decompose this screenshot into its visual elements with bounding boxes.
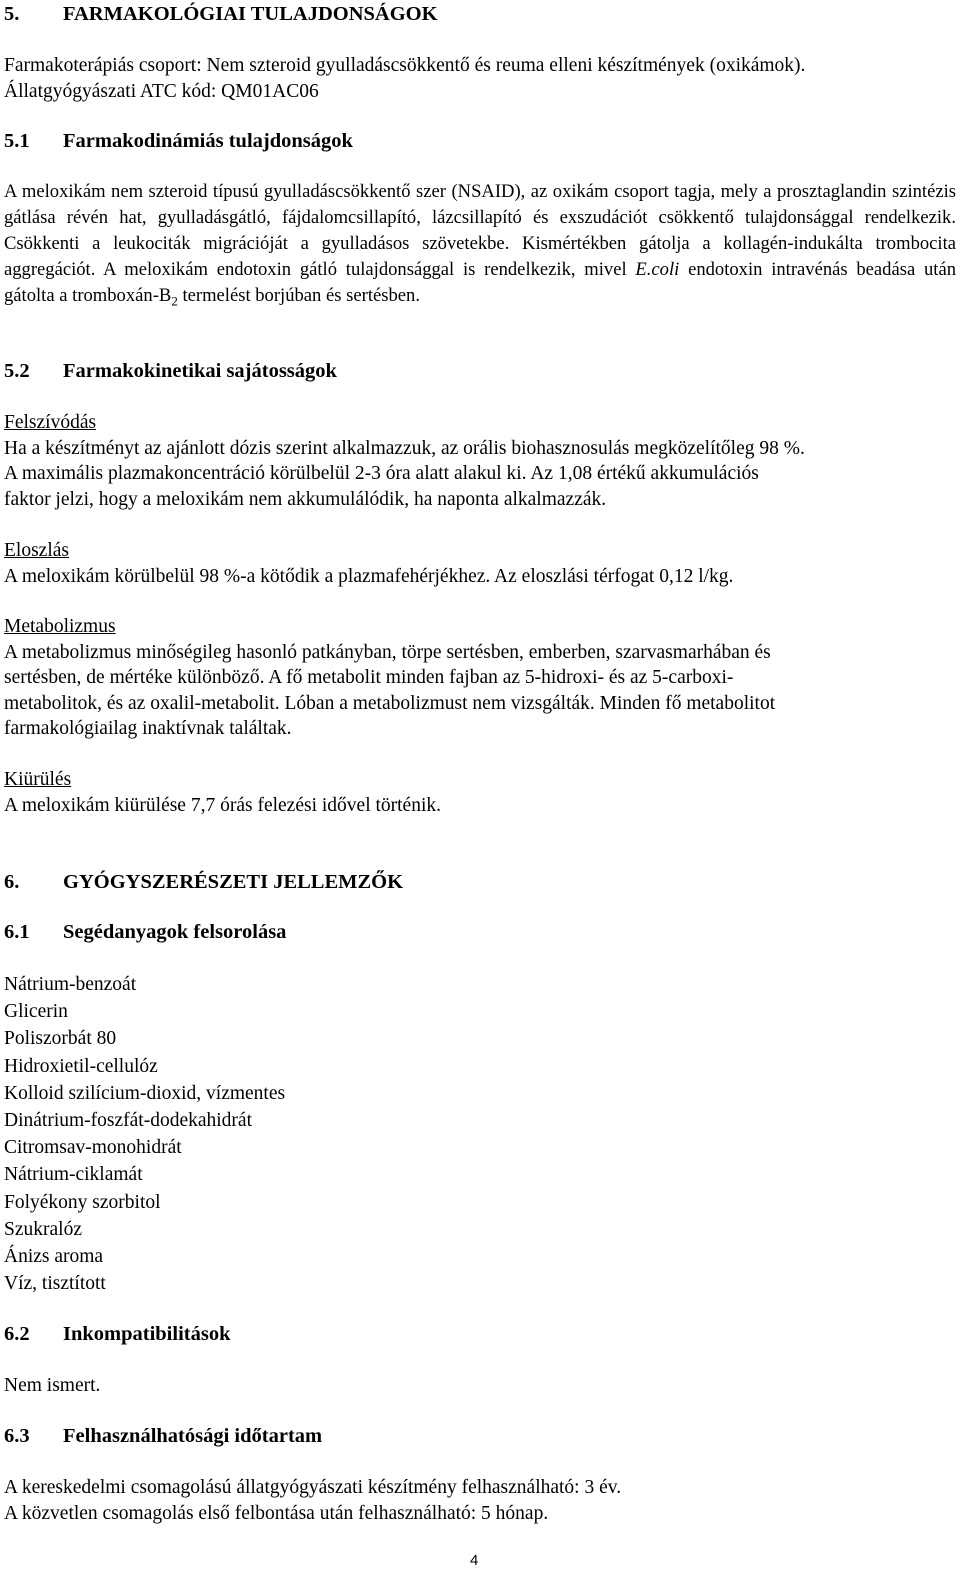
section-number: 6. — [4, 871, 20, 893]
section-number: 6.3 — [4, 1425, 30, 1447]
section-6-3-heading — [4, 1424, 956, 1450]
section-6-heading — [4, 870, 956, 896]
paragraph-line: farmakológiailag inaktívnak találtak. — [4, 718, 292, 739]
list-item: Citromsav-monohidrát — [4, 1137, 182, 1159]
distribution-block — [4, 538, 956, 589]
section-number: 6.1 — [4, 921, 30, 943]
section-number: 6.2 — [4, 1323, 30, 1345]
paragraph-line: Állatgyógyászati ATC kód: QM01AC06 — [4, 80, 319, 102]
list-item: Ánizs aroma — [4, 1245, 104, 1267]
paragraph-line: sertésben, de mértéke különböző. A fő metabolit minden fajban az 5-hidroxi- és az 5-carboxi- — [4, 667, 734, 688]
e-coli-italic: E.coli — [635, 259, 680, 280]
section-6-1-heading — [4, 920, 956, 946]
subheading-metabolism: Metabolizmus — [4, 616, 116, 637]
list-item: Szukralóz — [4, 1218, 82, 1240]
absorption-block — [4, 410, 956, 512]
paragraph-line: A meloxikám kiürülése 7,7 órás felezési idővel történik. — [4, 794, 442, 816]
pharmacodynamics-paragraph: A meloxikám nem szteroid típusú gyulladáscsökkentő szer (NSAID), az oxikám csoport tagja, mely a prosztaglandin szintézis gátlása révén hat, gyulladásgátló, fájdalomcsillapító, lázcsillapító és exszudációt csökkentő tulajdonsággal rendelkezik. Csökkenti a leukociták migrációját a gyulladásos szövetekbe. Kismértékben gátolja a kollagén-indukálta trombocita aggregációt. A meloxikám endotoxin gátló tulajdonsággal is rendelkezik, mivel E.coli endotoxin intravénás beadása után gátolta a tromboxán-$B_2$ termelést borjúban és sertésben. — [4, 181, 956, 309]
section-title: Farmakokinetikai sajátosságok — [63, 360, 337, 382]
section-title: Segédanyagok felsorolása — [63, 921, 287, 943]
paragraph-line: Farmakoterápiás csoport: Nem szteroid gyulladáscsökkentő és reuma elleni készítmények (oxikámok). — [4, 55, 806, 76]
section-title: Felhasználhatósági időtartam — [63, 1425, 323, 1447]
list-item: Dinátrium-foszfát-dodekahidrát — [4, 1109, 252, 1131]
paragraph-line: Ha a készítményt az ajánlott dózis szerint alkalmazzuk, az orális biohasznosulás megközelítőleg 98 %. — [4, 437, 805, 459]
section-5-heading — [4, 2, 956, 28]
subheading-distribution: Eloszlás — [4, 540, 69, 561]
pharmacotherapeutic-group — [4, 53, 956, 104]
subheading-absorption: Felszívódás — [4, 412, 97, 433]
list-item: Glicerin — [4, 1001, 68, 1023]
paragraph-line: A metabolizmus minőségileg hasonló patkányban, törpe sertésben, emberben, szarvasmarhában és — [4, 641, 771, 663]
section-5-2-heading — [4, 359, 956, 385]
section-title: Inkompatibilitások — [63, 1323, 231, 1345]
metabolism-block — [4, 614, 956, 742]
shelf-life-block — [4, 1475, 956, 1526]
subheading-elimination: Kiürülés — [4, 769, 72, 790]
section-title: Farmakodinámiás tulajdonságok — [63, 130, 353, 152]
section-6-2-heading — [4, 1322, 956, 1348]
paragraph-line: A maximális plazmakoncentráció körülbelül 2-3 óra alatt alakul ki. Az 1,08 értékű akkumulációs — [4, 463, 759, 484]
elimination-block — [4, 767, 956, 818]
list-item: Poliszorbát 80 — [4, 1028, 117, 1050]
section-number: 5.1 — [4, 130, 30, 152]
paragraph-line: metabolitok, és az oxalil-metabolit. Lóban a metabolizmust nem vizsgálták. Minden fő metabolitot — [4, 692, 776, 714]
section-number: 5.2 — [4, 360, 30, 382]
section-5-1-heading — [4, 129, 956, 155]
list-item: Nátrium-ciklamát — [4, 1164, 143, 1186]
paragraph-line: A meloxikám körülbelül 98 %-a kötődik a plazmafehérjékhez. Az eloszlási térfogat 0,12 l/kg. — [4, 565, 734, 587]
section-title: GYÓGYSZERÉSZETI JELLEMZŐK — [63, 871, 404, 893]
paragraph-line: A közvetlen csomagolás első felbontása után felhasználható: 5 hónap. — [4, 1502, 549, 1524]
excipients-list — [4, 972, 956, 1298]
list-item: Folyékony szorbitol — [4, 1191, 161, 1213]
list-item: Hidroxietil-cellulóz — [4, 1055, 158, 1077]
list-item: Víz, tisztított — [4, 1273, 106, 1295]
section-number: 5. — [4, 3, 20, 25]
paragraph-line: faktor jelzi, hogy a meloxikám nem akkumulálódik, ha naponta alkalmazzák. — [4, 488, 607, 510]
list-item: Kolloid szilícium-dioxid, vízmentes — [4, 1082, 286, 1104]
section-title: FARMAKOLÓGIAI TULAJDONSÁGOK — [63, 3, 438, 25]
subscript: 2 — [171, 293, 178, 309]
page-number: 4 — [470, 1552, 479, 1569]
paragraph-line: A kereskedelmi csomagolású állatgyógyászati készítmény felhasználható: 3 év. — [4, 1477, 622, 1498]
incompatibilities-text: Nem ismert. — [4, 1375, 101, 1396]
list-item: Nátrium-benzoát — [4, 974, 137, 995]
